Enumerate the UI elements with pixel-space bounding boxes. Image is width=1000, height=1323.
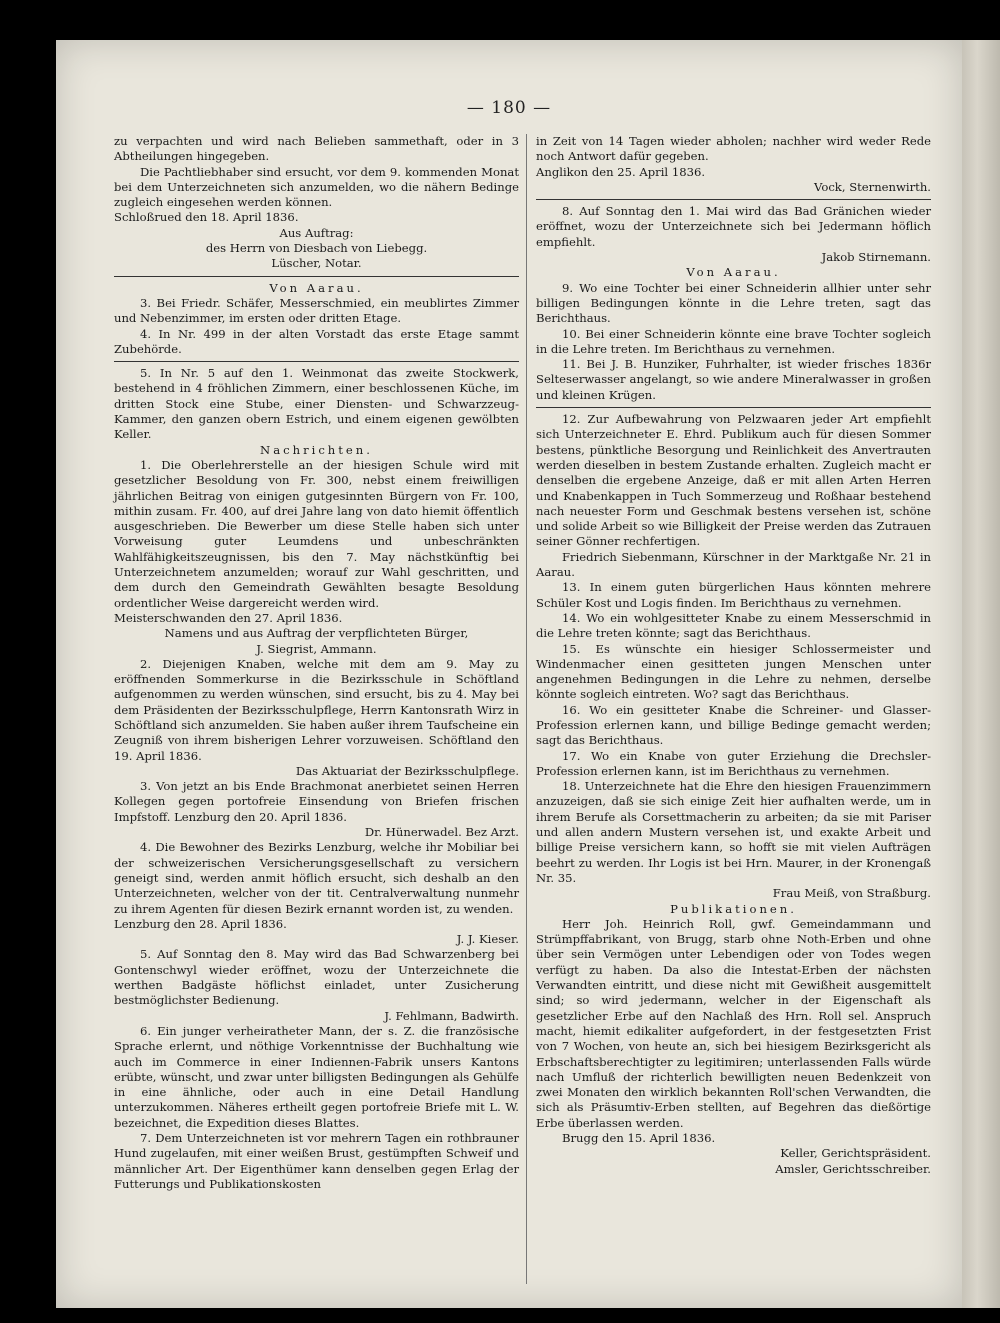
text-paragraph: Amsler, Gerichtsschreiber. (775, 1161, 931, 1176)
text-paragraph: 4. Die Bewohner des Bezirks Lenzburg, welche ihr Mobiliar bei der schweizerischen Versicherungsgesellschaft zu versichern geneigt sind, werden anmit höflich ersucht, sich deshalb an den Unterzeichneten, welcher von der tit. Centralverwaltung nunmehr zu ihrem Agenten für diesen Bezirk ernannt worden ist, zu wenden. (114, 840, 519, 916)
text-paragraph: Die Pachtliebhaber sind ersucht, vor dem 9. kommenden Monat bei dem Unterzeichneten sich anzumelden, wo die nähern Bedinge zugleich eingesehen werden können. (114, 164, 519, 210)
text-paragraph: 5. In Nr. 5 auf den 1. Weinmonat das zweite Stockwerk, bestehend in 4 fröhlichen Zimmern, einer beschlossenen Küche, im dritten Stock eine Stube, einer Diensten- und Schwarzzeug-Kammer, den ganzen obern Estrich, und einem eigenen gewölbten Keller. (114, 366, 519, 442)
section-rule (536, 407, 931, 408)
text-paragraph: Anglikon den 25. April 1836. (536, 164, 706, 179)
text-paragraph: Aus Auftrag: (279, 225, 354, 240)
text-paragraph: 17. Wo ein Knabe von guter Erziehung die Drechsler-Profession erlernen kann, ist im Berichthaus zu vernehmen. (536, 748, 931, 778)
text-paragraph: 8. Auf Sonntag den 1. Mai wird das Bad Gränichen wieder eröffnet, wozu der Unterzeichnete sich bei Jedermann höflich empfiehlt. (536, 204, 931, 249)
text-paragraph: Von Aarau. (686, 265, 781, 280)
text-paragraph: 4. In Nr. 499 in der alten Vorstadt das erste Etage sammt Zubehörde. (114, 326, 519, 356)
text-paragraph: in Zeit von 14 Tagen wieder abholen; nachher wird weder Rede noch Antwort dafür gegeben. (536, 134, 931, 164)
text-paragraph: Lenzburg den 28. April 1836. (114, 916, 287, 931)
section-rule (114, 361, 519, 362)
text-paragraph: 14. Wo ein wohlgesitteter Knabe zu einem Messerschmid in die Lehre treten könnte; sagt das Berichthaus. (536, 610, 931, 641)
text-paragraph: 7. Dem Unterzeichneten ist vor mehrern Tagen ein rothbrauner Hund zugelaufen, mit einer weißen Brust, gestümpften Schweif und männlicher Art. Der Eigenthümer kann denselben gegen Erlag der Futterungs und Publikationskosten (114, 1131, 519, 1191)
text-paragraph: des Herrn von Diesbach von Liebegg. (205, 241, 428, 256)
text-paragraph: 18. Unterzeichnete hat die Ehre den hiesigen Frauenzimmern anzuzeigen, daß sie sich einige Zeit hier aufhalten werde, um in ihrem Berufe als Corsettmacherin zu arbeiten; da sie mit Pariser und allen andern Mustern versehen ist, und exakte Arbeit und billige Preise versichern kann, so hofft sie mit vielen Aufträgen beehrt zu werden. Ihr Logis ist bei Hrn. Maurer, in der Kronengaß Nr. 35. (536, 779, 931, 885)
text-paragraph: 3. Von jetzt an bis Ende Brachmonat anerbietet seinen Herren Kollegen gegen portofreie Einsendung von Briefen frischen Impfstoff. Lenzburg den 20. April 1836. (114, 779, 519, 824)
text-paragraph: Lüscher, Notar. (271, 256, 362, 271)
text-paragraph: zu verpachten und wird nach Belieben sammethaft, oder in 3 Abtheilungen hingegeben. (114, 134, 519, 164)
left-column (114, 134, 519, 1192)
text-paragraph: 12. Zur Aufbewahrung von Pelzwaaren jeder Art empfiehlt sich Unterzeichneter E. Ehrd. Publikum auch für diesen Sommer bestens, pünktliche Besorgung und Reinlichkeit des Anvertrauten werden dieselben in bestem Zustande erhalten. Zugleich macht er denselben die ergebene Anzeige, daß er mit allen Arten Herren und Knabenkappen in Tuch Sommerzeug und Roßhaar bestehend nach neuester Form und Geschmak bestens versehen ist, schöne und solide Arbeit so wie Billigkeit der Preise werden das Zutrauen seiner Gönner rechfertigen. (536, 412, 931, 549)
section-rule (536, 199, 931, 200)
text-paragraph: 5. Auf Sonntag den 8. May wird das Bad Schwarzenberg bei Gontenschwyl wieder eröffnet, wozu der Unterzeichnete die werthen Badgäste höflichst einladet, unter Zusicherung bestmöglichster Bedienung. (114, 947, 519, 1008)
text-paragraph: 11. Bei J. B. Hunziker, Fuhrhalter, ist wieder frisches 1836r Selteserwasser angelangt, so wie andere Mineralwasser in großen und kleinen Krügen. (536, 357, 931, 402)
text-paragraph: Schloßrued den 18. April 1836. (114, 210, 299, 225)
text-paragraph: Publikationen. (670, 901, 797, 916)
text-paragraph: Namens und aus Auftrag der verpflichteten Bürger, (164, 626, 469, 641)
text-paragraph: 16. Wo ein gesitteter Knabe die Schreiner- und Glasser-Profession erlernen kann, und billige Bedinge gemacht werden; sagt das Berichthaus. (536, 702, 931, 748)
text-paragraph: J. Fehlmann, Badwirth. (384, 1008, 519, 1023)
text-paragraph: Herr Joh. Heinrich Roll, gwf. Gemeindammann und Strümpffabrikant, von Brugg, starb ohne Noth-Erben und ohne über sein Vermögen unter Lebendigen oder von Todes wegen verfügt zu haben. Da also die Intestat-Erben der nächsten Verwandten eintritt, und diese nicht mit Gewißheit ausgemittelt sind; so wird jedermann, welcher in der Eigenschaft als gesetzlicher Erbe auf den Nachlaß des Hrn. Roll sel. Anspruch macht, hiemit edikaliter aufgefordert, in der festgesetzten Frist von 7 Wochen, von heute an, sich bei hiesigem Bezirksgericht als Erbschaftsberechtigter zu legitimiren; unterlassenden Falls würde nach Umfluß der richterlich bewilligten neuen Bedenkzeit von zwei Monaten den wirklich bekannten Roll'schen Verwandten, die sich als Präsumtiv-Erben stellten, auf Begehren das dießörtige Erbe überlassen werden. (536, 916, 931, 1130)
text-paragraph: Das Aktuariat der Bezirksschulpflege. (295, 763, 519, 778)
text-paragraph: Frau Meiß, von Straßburg. (772, 886, 931, 901)
text-paragraph: 2. Diejenigen Knaben, welche mit dem am 9. May zu eröffnenden Sommerkurse in die Bezirksschule in Schöftland aufgenommen zu werden wünschen, sind ersucht, bis zu 4. May bei dem Präsidenten der Bezirksschulpflege, Herrn Kantonsrath Wirz in Schöftland sich anzumelden. Sie haben außer ihrem Taufscheine ein Zeugniß von ihrem bisherigen Lehrer vorzuweisen. Schöftland den 19. April 1836. (114, 656, 519, 763)
section-rule (114, 276, 519, 277)
text-paragraph: J. J. Kieser. (456, 932, 519, 947)
text-paragraph: Meisterschwanden den 27. April 1836. (114, 610, 343, 625)
text-paragraph: Von Aarau. (269, 280, 364, 295)
text-paragraph: Friedrich Siebenmann, Kürschner in der Marktgaße Nr. 21 in Aarau. (536, 549, 931, 580)
page-number: — 180 — (466, 98, 552, 118)
text-paragraph: Brugg den 15. April 1836. (562, 1131, 716, 1145)
text-paragraph: 9. Wo eine Tochter bei einer Schneiderin allhier unter sehr billigen Bedingungen könnte in die Lehre treten, sagt das Berichthaus. (536, 280, 931, 326)
text-paragraph: 13. In einem guten bürgerlichen Haus könnten mehrere Schüler Kost und Logis finden. Im Berichthaus zu vernehmen. (536, 580, 931, 610)
text-paragraph: Vock, Sternenwirth. (814, 179, 931, 194)
text-paragraph: Keller, Gerichtspräsident. (780, 1146, 931, 1161)
text-paragraph: Dr. Hünerwadel. Bez Arzt. (364, 825, 519, 840)
text-paragraph: J. Siegrist, Ammann. (256, 641, 377, 656)
text-paragraph: 10. Bei einer Schneiderin könnte eine brave Tochter sogleich in die Lehre treten. Im Berichthaus zu vernehmen. (536, 326, 931, 356)
text-paragraph: 3. Bei Friedr. Schäfer, Messerschmied, ein meublirtes Zimmer und Nebenzimmer, im ersten oder dritten Etage. (114, 295, 519, 326)
text-paragraph: Nachrichten. (260, 442, 373, 457)
text-paragraph: 6. Ein junger verheiratheter Mann, der s. Z. die französische Sprache erlernt, und nöthige Vorkenntnisse der Buchhaltung wie auch im Commerce in einer Indiennen-Fabrik unsers Kantons erübte, wünscht, und zwar unter billigsten Bedingungen als Gehülfe in eine ähnliche, oder auch in eine Detail Handlung unterzukommen. Näheres ertheilt gegen portofreie Briefe mit L. W. bezeichnet, die Expedition dieses Blattes. (114, 1023, 519, 1130)
text-paragraph: 15. Es wünschte ein hiesiger Schlossermeister und Windenmacher einen gesitteten jungen Menschen unter angenehmen Bedingungen in die Lehre zu nehmen, derselbe könnte sogleich eintreten. Wo? sagt das Berichthaus. (536, 641, 931, 702)
next-page-edge (962, 40, 1000, 1308)
right-column (536, 134, 931, 1177)
text-paragraph: Jakob Stirnemann. (821, 250, 931, 265)
column-divider (526, 134, 527, 1284)
newspaper-page (56, 40, 962, 1308)
text-paragraph: 1. Die Oberlehrerstelle an der hiesigen Schule wird mit gesetzlicher Besoldung von Fr. 300, nebst einem freiwilligen jährlichen Beitrag von einigen gutgesinnten Bürgern von Fr. 100, mithin zusam. Fr. 400, auf drei Jahre lang von dato hiemit öffentlich ausgeschrieben. Die Bewerber um diese Stelle haben sich unter Vorweisung guter Leumdens und unbeschränkten Wahlfähigkeitszeugnissen, bis den 7. May nächstkünftig bei Unterzeichnetem anzumelden; worauf zur Wahl geschritten, und dem durch den Gemeindrath Gewählten besagte Besoldung ordentlicher Weise dargereicht werden wird. (114, 457, 519, 610)
